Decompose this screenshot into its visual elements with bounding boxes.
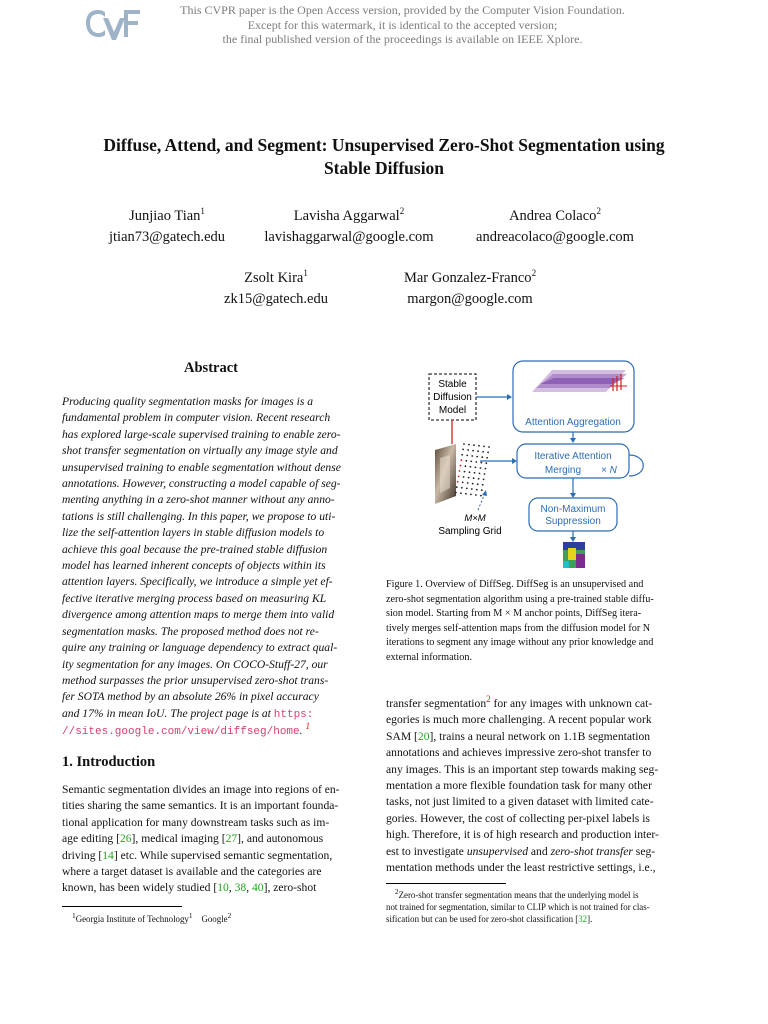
- citation[interactable]: 26: [119, 832, 132, 846]
- affiliation-mark: 1: [200, 206, 205, 217]
- abstract-line: fer SOTA method by an absolute 26% in pixel accuracy: [62, 690, 319, 704]
- grid-dot: [466, 488, 468, 490]
- watermark-text: [150, 3, 655, 47]
- intro-line: tional application for many downstream tasks such as im-: [62, 815, 330, 829]
- caption-line: external information.: [386, 651, 472, 663]
- title-line: Diffuse, Attend, and Segment: Unsupervised Zero-Shot Segmentation using: [103, 135, 665, 155]
- figure-caption: [386, 578, 684, 665]
- affiliation-mark: 2: [531, 268, 537, 279]
- abstract-line: shot transfer segmentation on virtually any image style and: [62, 444, 338, 458]
- abstract-line: lize the self-attention layers in stable diffusion models to: [62, 526, 325, 540]
- author-name: Lavisha Aggarwal: [293, 208, 400, 224]
- author-name: Mar Gonzalez-Franco: [403, 270, 532, 286]
- footnote-text: Zero-shot transfer segmentation means that the underlying model is: [398, 889, 639, 900]
- intro-text: ], and autonomous: [237, 832, 324, 846]
- intro-body-right: [386, 696, 684, 876]
- author-name: Andrea Colaco: [509, 208, 597, 224]
- grid-dot: [471, 488, 473, 490]
- abstract-line: divergence among attention maps to merge them into valid: [62, 608, 335, 622]
- footnote-mark[interactable]: 1: [305, 721, 310, 732]
- author-email: lavishaggarwal@google.com: [264, 229, 434, 245]
- intro-emphasis: unsupervised: [466, 844, 529, 858]
- abstract-line: tations is still challenging. In this paper, we propose to uti-: [62, 509, 336, 523]
- arrow-head: [482, 490, 487, 496]
- grid-dot: [475, 461, 477, 463]
- citation[interactable]: 38: [234, 881, 247, 895]
- footnote-mark: 1: [72, 911, 76, 920]
- grid-dot: [478, 445, 480, 447]
- grid-dot: [460, 492, 462, 494]
- grid-dot: [472, 450, 474, 452]
- footnote-mark[interactable]: 2: [486, 694, 491, 705]
- affiliation-mark: 2: [596, 206, 601, 217]
- abstract-line: ity segmentation for any images. On COCO-Stuff-27, our: [62, 657, 328, 671]
- author-block: [370, 268, 570, 310]
- project-link[interactable]: https:: [273, 708, 314, 721]
- intro-text: ], medical imaging [: [131, 832, 226, 846]
- footnote-rule: [386, 883, 506, 884]
- intro-text: age editing [: [62, 832, 120, 846]
- author-block: [450, 206, 660, 248]
- nms-label: Non-Maximum: [540, 504, 606, 515]
- abstract-text: .: [299, 724, 303, 738]
- abstract-line: attention layers. Specifically, we introduce a simple yet ef-: [62, 575, 333, 589]
- author-email: zk15@gatech.edu: [224, 291, 328, 307]
- caption-line: iterations to segment any image without any prior knowledge and: [386, 637, 654, 648]
- intro-text: and: [528, 844, 551, 858]
- citation[interactable]: 27: [225, 832, 238, 846]
- grid-dot: [467, 449, 469, 451]
- intro-line: where a target dataset is available and the categories are: [62, 865, 322, 879]
- attention-aggregation-label: Attention Aggregation: [525, 417, 621, 428]
- abstract-line: [62, 723, 360, 740]
- intro-line: egories is much more challenging. A recent popular work: [386, 713, 652, 727]
- footnote-line: [386, 886, 684, 901]
- grid-dot: [482, 451, 484, 453]
- iteration-count-label: × N: [601, 465, 617, 476]
- footnote-text: Georgia Institute of Technology: [75, 913, 189, 924]
- grid-dot: [472, 483, 474, 485]
- intro-line: tities sharing the same semantics. It is an important founda-: [62, 799, 339, 813]
- grid-dot: [480, 462, 482, 464]
- grid-dot: [486, 457, 488, 459]
- grid-dot: [468, 444, 470, 446]
- intro-text: seg-: [632, 844, 656, 858]
- intro-line: tasks, not just limited to a given dataset with limited cate-: [386, 795, 654, 809]
- citation[interactable]: 10: [217, 881, 229, 895]
- grid-dot: [487, 452, 489, 454]
- intro-line: [62, 831, 360, 847]
- section-heading: 1. Introduction: [62, 754, 156, 770]
- abstract-line: fective iterative merging process based on measuring KL: [62, 591, 327, 605]
- grid-dot: [483, 446, 485, 448]
- watermark-line: the final published version of the proceedings is available on IEEE Xplore.: [222, 32, 583, 46]
- sampling-grid: [455, 443, 490, 496]
- stable-diffusion-label: Stable: [438, 379, 467, 390]
- watermark-line: This CVPR paper is the Open Access version, provided by the Computer Vision Foundation.: [180, 3, 625, 17]
- citation[interactable]: 14: [102, 848, 114, 862]
- abstract-line: unsupervised training to enable segmentation without dense: [62, 460, 341, 474]
- grid-dot: [473, 444, 475, 446]
- abstract-line: achieve this goal because the pre-trained stable diffusion: [62, 542, 328, 556]
- citation[interactable]: 32: [578, 913, 588, 924]
- grid-dot: [470, 461, 472, 463]
- grid-dot: [463, 476, 465, 478]
- grid-dot: [479, 473, 481, 475]
- arrow-head: [512, 458, 517, 464]
- intro-line: [386, 696, 684, 712]
- abstract-line: [62, 706, 360, 723]
- iterative-merging-label: Iterative Attention: [534, 451, 612, 462]
- intro-line: [62, 848, 360, 864]
- caption-line: Figure 1. Overview of DiffSeg. DiffSeg is an unsupervised and: [386, 579, 644, 590]
- author-block: [196, 268, 356, 310]
- author-email: andreacolaco@google.com: [476, 229, 634, 245]
- citation[interactable]: 20: [417, 729, 430, 743]
- grid-dot: [469, 471, 471, 473]
- grid-dot: [461, 487, 463, 489]
- intro-text: ,: [228, 881, 235, 895]
- segmentation-output-image: [563, 542, 585, 568]
- footnote-text: ].: [587, 913, 593, 924]
- footnote-text: Google: [201, 913, 228, 924]
- footnote-rule: [62, 906, 182, 907]
- grid-dot: [475, 467, 477, 469]
- intro-text: for any images with unknown cat-: [490, 697, 653, 710]
- grid-dot: [488, 446, 490, 448]
- affiliation-mark: 1: [303, 268, 308, 279]
- sampling-grid-label: Sampling Grid: [438, 526, 502, 537]
- input-photo: [435, 444, 456, 504]
- intro-line: mentation methods under the least restrictive settings, i.e.,: [386, 861, 656, 875]
- intro-text: transfer segmentation: [386, 697, 487, 710]
- grid-dot: [473, 477, 475, 479]
- grid-dot: [483, 479, 485, 481]
- author-name: Zsolt Kira: [244, 270, 304, 286]
- grid-dot: [463, 443, 465, 445]
- figure-diffseg-overview: [420, 358, 650, 578]
- intro-text: est to investigate: [386, 844, 467, 858]
- grid-dot: [470, 466, 472, 468]
- intro-text: ], zero-shot: [263, 881, 317, 895]
- abstract-line: method surpasses the prior unsupervised zero-shot trans-: [62, 673, 329, 687]
- abstract-line: has explored large-scale supervised training to enable zero-: [62, 427, 341, 441]
- grid-dot: [461, 454, 463, 456]
- stable-diffusion-label: Model: [438, 405, 467, 416]
- grid-dot: [480, 495, 482, 497]
- grid-dot: [485, 468, 487, 470]
- project-link[interactable]: //sites.google.com/view/diffseg/home: [62, 726, 300, 739]
- grid-dot: [477, 450, 479, 452]
- iterative-merging-label: Merging: [544, 465, 582, 476]
- intro-line: mentation a more flexible foundation task for many other: [386, 779, 652, 793]
- intro-line: [386, 729, 684, 745]
- intro-text: driving [: [62, 848, 103, 862]
- grid-dot: [466, 455, 468, 457]
- abstract-line: Producing quality segmentation masks for images is a: [62, 395, 314, 408]
- author-name: Junjiao Tian: [129, 208, 201, 224]
- intro-text: ,: [246, 881, 252, 895]
- intro-line: high. Therefore, it is of high research and production inter-: [386, 828, 659, 842]
- footnote-mark: 1: [188, 911, 193, 920]
- grid-dot: [456, 486, 458, 488]
- grid-dot: [476, 456, 478, 458]
- intro-emphasis: zero-shot transfer: [550, 844, 633, 858]
- grid-dot: [477, 483, 479, 485]
- abstract-line: annotations. However, constructing a model capable of seg-: [62, 477, 341, 491]
- grid-dot: [481, 489, 483, 491]
- grid-dot: [459, 470, 461, 472]
- watermark-line: Except for this watermark, it is identical to the accepted version;: [247, 17, 558, 32]
- grid-dot: [458, 476, 460, 478]
- citation[interactable]: 40: [251, 881, 264, 895]
- grid-dot: [460, 465, 462, 467]
- footnote-mark: 2: [394, 887, 399, 896]
- footnote-affiliations: [72, 910, 231, 925]
- intro-body: [62, 782, 360, 897]
- grid-dot: [470, 494, 472, 496]
- footnote-line: [386, 913, 684, 925]
- grid-dot: [481, 456, 483, 458]
- abstract-body: [62, 394, 360, 741]
- grid-dot: [475, 494, 477, 496]
- abstract-line: quire any training or language dependency to extract qual-: [62, 641, 338, 655]
- footnote-zero-shot: [386, 886, 684, 925]
- caption-line: sion model. Starting from M × M anchor points, DiffSeg itera-: [386, 608, 642, 619]
- nms-label: Suppression: [545, 516, 601, 527]
- abstract-line: fundamental problem in computer vision. Recent research: [62, 411, 331, 425]
- grid-dot: [478, 478, 480, 480]
- arrow-head: [570, 537, 576, 542]
- intro-text: known, has been widely studied [: [62, 881, 218, 895]
- affiliation-mark: 2: [399, 206, 405, 217]
- footnote-mark: 2: [227, 911, 232, 920]
- grid-dot: [460, 459, 462, 461]
- caption-line: tively merges self-attention maps from the diffusion model for N: [386, 622, 651, 634]
- grid-dot: [465, 465, 467, 467]
- abstract-line: menting anything in a zero-shot manner without any anno-: [62, 493, 335, 507]
- grid-dot: [455, 492, 457, 494]
- footnote-line: not trained for segmentation, similar to CLIP which is not trained for clas-: [386, 901, 650, 912]
- title-line: Stable Diffusion: [323, 158, 445, 178]
- grid-dot: [457, 481, 459, 483]
- caption-line: zero-shot segmentation algorithm using a pre-trained stable diffu-: [386, 593, 654, 605]
- mxm-label: M×M: [464, 513, 486, 524]
- abstract-line: model has learned inherent concepts of objects within its: [62, 559, 326, 573]
- grid-dot: [462, 449, 464, 451]
- arrow-head: [570, 438, 576, 443]
- author-email: jtian73@gatech.edu: [108, 229, 226, 245]
- author-block: [72, 206, 262, 248]
- grid-dot: [480, 467, 482, 469]
- author-email: margon@google.com: [407, 291, 533, 307]
- paper-title: [40, 134, 728, 180]
- grid-dot: [465, 493, 467, 495]
- cvf-logo: [84, 4, 142, 49]
- grid-dot: [484, 473, 486, 475]
- abstract-text: and 17% in mean IoU. The project page is at: [62, 706, 271, 720]
- grid-dot: [467, 482, 469, 484]
- author-block: [244, 206, 454, 248]
- intro-line: gories. However, the cost of collecting per-pixel labels is: [386, 811, 650, 825]
- abstract-heading: Abstract: [184, 360, 238, 376]
- intro-line: [62, 880, 360, 896]
- intro-text: ] etc. While supervised semantic segmentation,: [113, 848, 333, 862]
- intro-line: any images. This is an important step towards making seg-: [386, 762, 659, 776]
- grid-dot: [468, 477, 470, 479]
- arrow-head: [570, 493, 576, 498]
- intro-text: SAM [: [386, 729, 418, 743]
- intro-line: [386, 844, 684, 860]
- grid-dot: [482, 484, 484, 486]
- footnote-text: sification but can be used for zero-shot classification [: [386, 913, 579, 924]
- grid-dot: [485, 462, 487, 464]
- intro-line: Semantic segmentation divides an image into regions of en-: [62, 783, 340, 796]
- grid-dot: [471, 455, 473, 457]
- grid-dot: [476, 489, 478, 491]
- intro-text: ], trains a neural network on 1.1B segmentation: [429, 729, 651, 743]
- grid-dot: [462, 482, 464, 484]
- stable-diffusion-label: Diffusion: [433, 392, 472, 403]
- intro-line: annotations and achieves impressive zero-shot transfer to: [386, 746, 652, 760]
- abstract-line: segmentation masks. The proposed method does not re-: [62, 624, 319, 638]
- grid-dot: [474, 472, 476, 474]
- grid-dot: [464, 471, 466, 473]
- grid-dot: [465, 460, 467, 462]
- arrow-head: [507, 394, 512, 400]
- loop-arrow: [629, 455, 643, 476]
